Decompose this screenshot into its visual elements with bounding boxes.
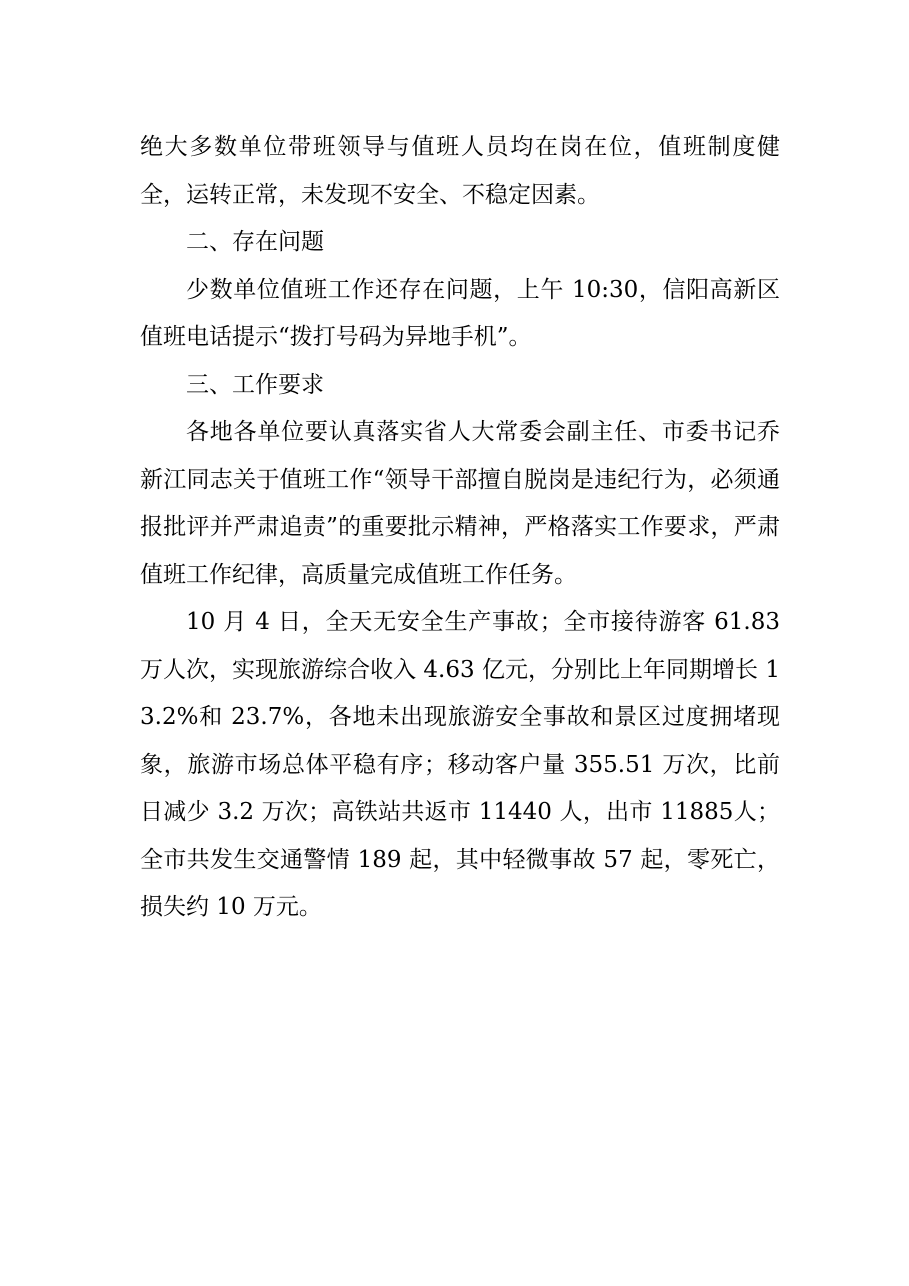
paragraph-duty-status: 绝大多数单位带班领导与值班人员均在岗在位，值班制度健全，运转正常，未发现不安全、不稳定因素。 xyxy=(140,134,780,208)
paragraph-problems: 少数单位值班工作还存在问题，上午 10:30，信阳高新区值班电话提示“拨打号码为异地手机”。 xyxy=(140,276,780,350)
heading-existing-problems: 二、存在问题 xyxy=(186,229,324,255)
heading-work-requirements: 三、工作要求 xyxy=(186,371,324,398)
paragraph-requirements: 各地各单位要认真落实省人大常委会副主任、市委书记乔新江同志关于值班工作“领导干部擅自脱岗是违纪行为，必须通报批评并严肃追责”的重要批示精神，严格落实工作要求，严肃值班工作纪律，高质量完成值班工作任务。 xyxy=(140,419,780,588)
document-body xyxy=(140,124,780,932)
paragraph-daily-statistics: 10 月 4 日，全天无安全生产事故；全市接待游客 61.83万人次，实现旅游综合收入 4.63 亿元，分别比上年同期增长 13.2%和 23.7%，各地未出现旅游安全事故和景区过度拥堵现象，旅游市场总体平稳有序；移动客户量 355.51 万次，比前日减少 3.2 万次；高铁站共返市 11440 人，出市 11885人；全市共发生交通警情 189 起，其中轻微事故 57 起，零死亡，损失约 10 万元。 xyxy=(140,609,780,920)
